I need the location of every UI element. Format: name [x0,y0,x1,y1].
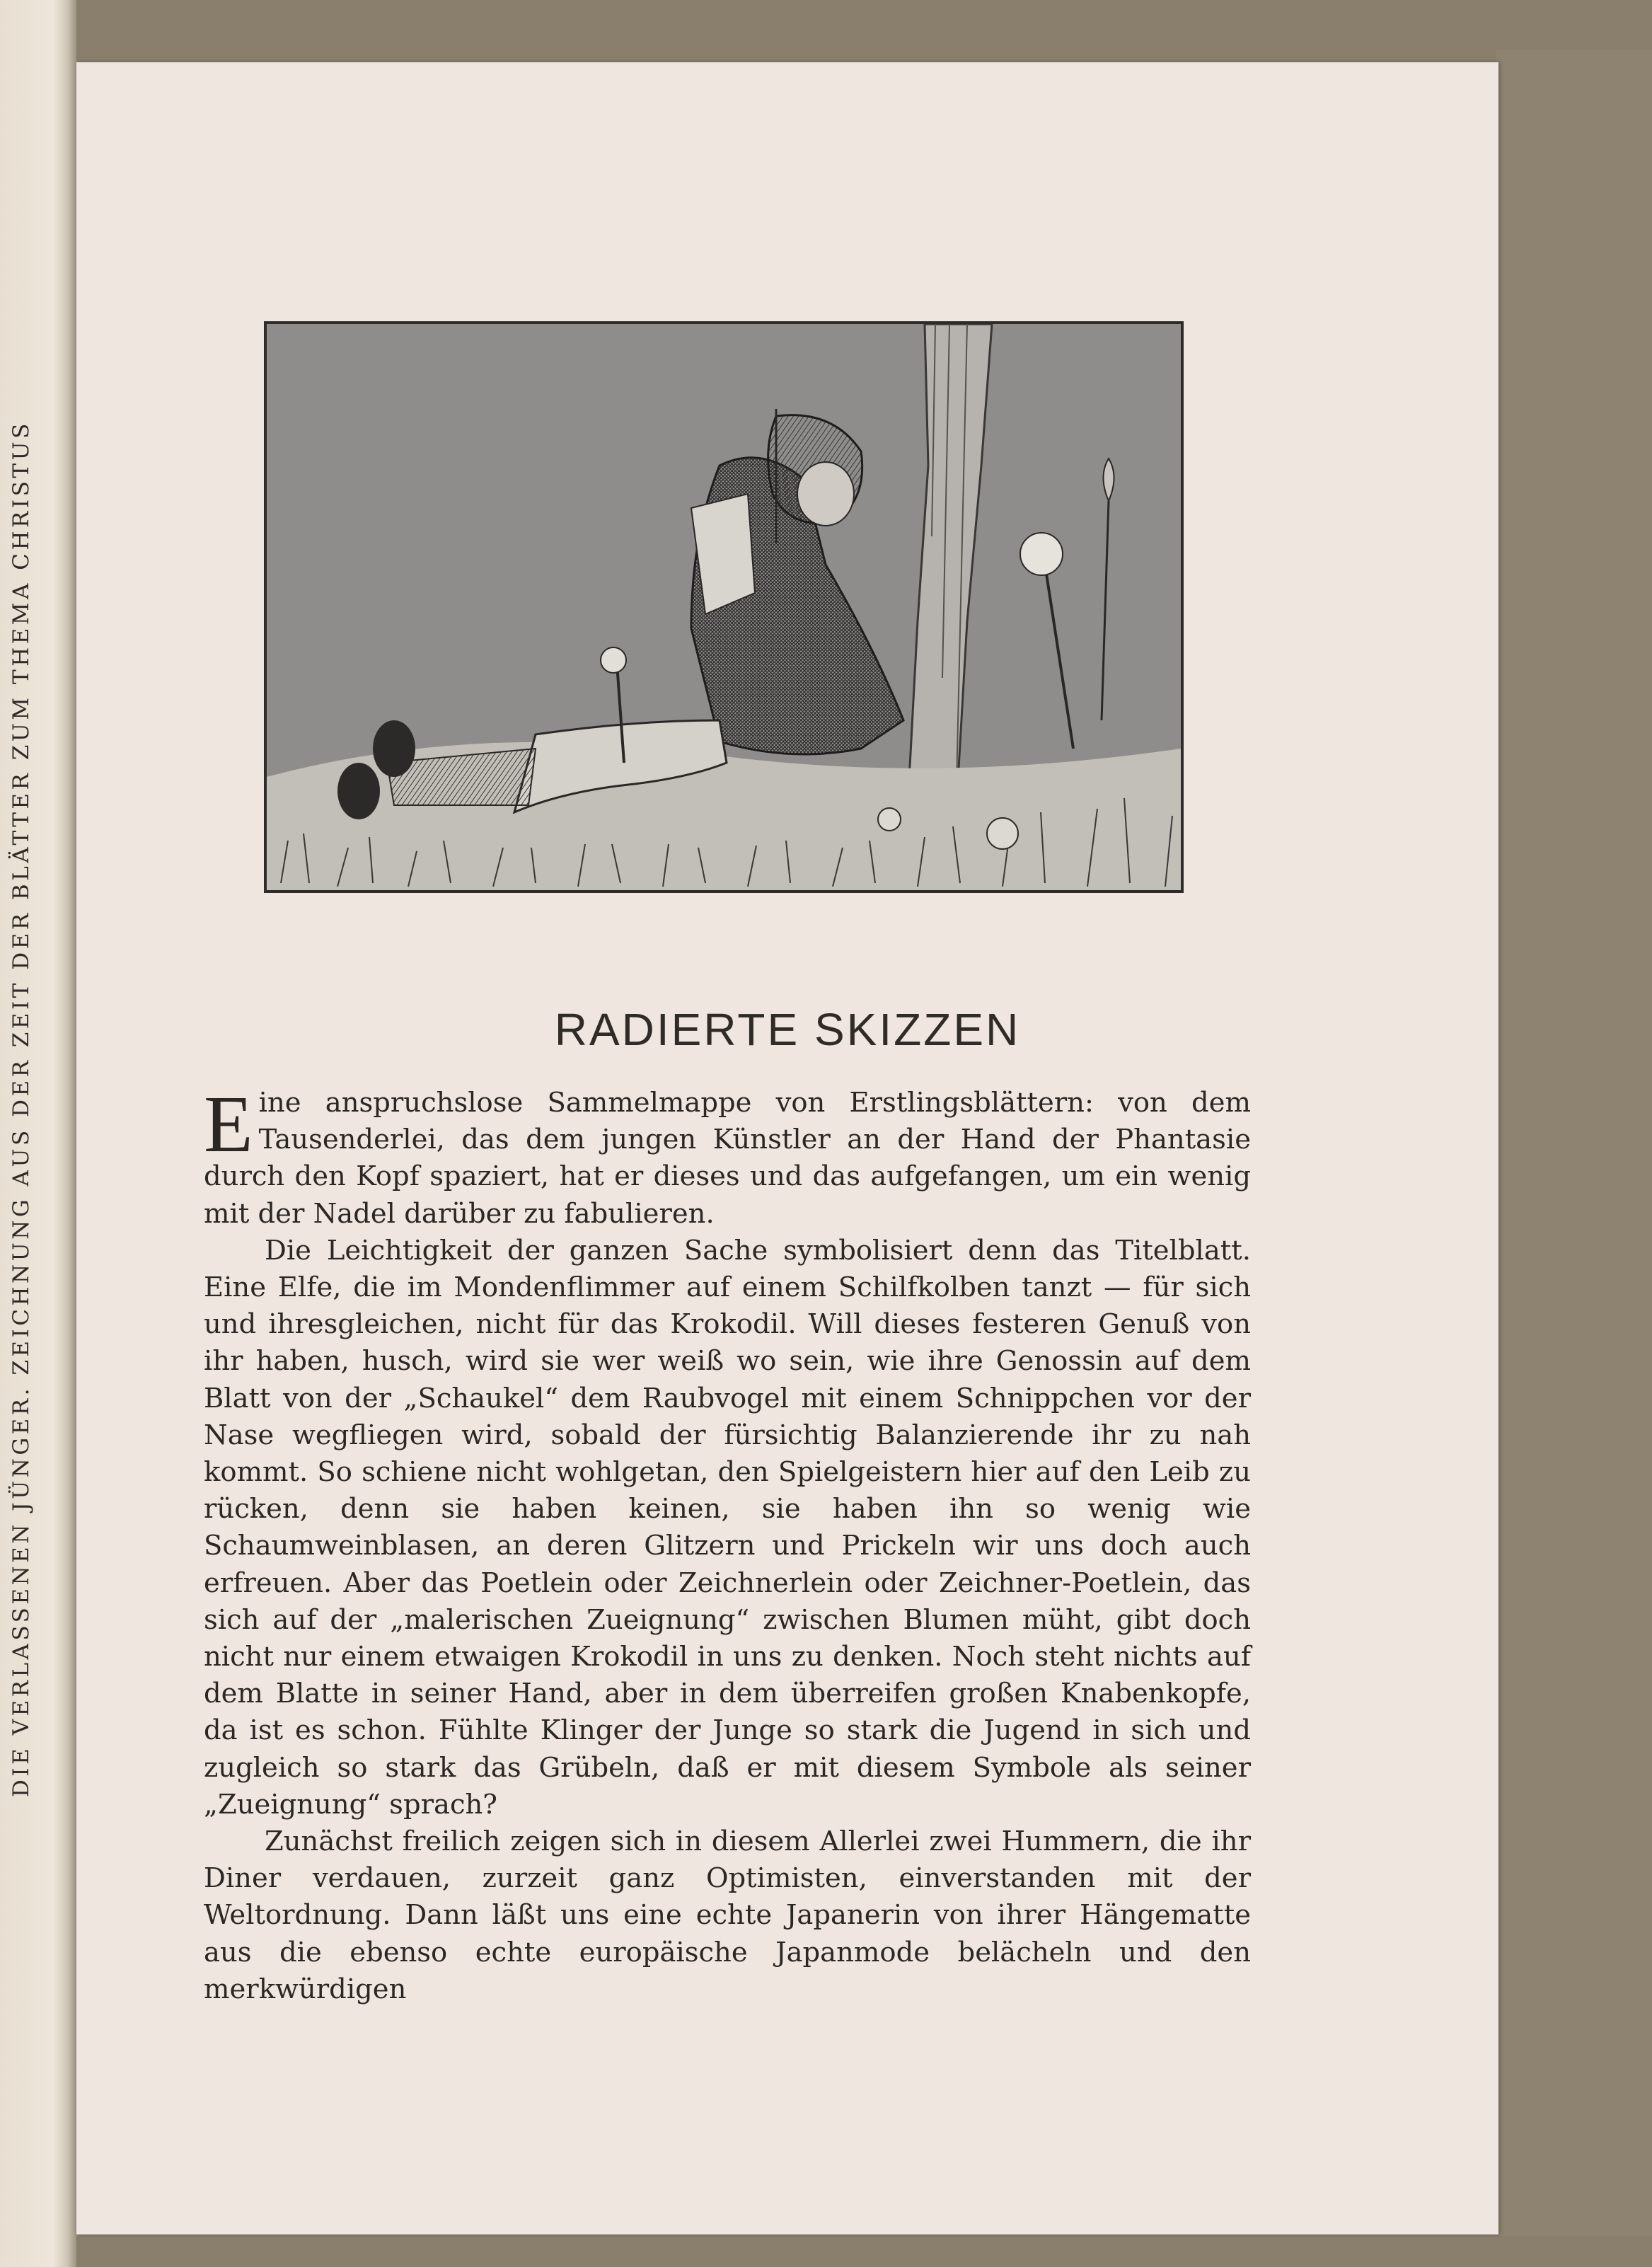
ground-flower [987,818,1018,849]
flower-blossom [1020,533,1063,575]
shoe-left [373,720,415,777]
book-page [76,62,1498,2234]
paragraph-3: Zunächst freilich zeigen sich in diesem Allerlei zwei Hummern, die ihr Diner verdauen, zurzeit ganz Optimisten, einverstanden mit der Weltordnung. Dann läßt uns eine echte Japanerin von ihrer Hängematte aus die ebenso echte europäische Japanmode belächeln und den merkwürdigen [204,1825,1251,2005]
article-body [204,1079,1251,2008]
shoe-right [337,763,380,819]
article-title: RADIERTE SKIZZEN [554,1004,1021,1055]
paragraph-1 [204,1079,1251,1233]
drop-cap: E [204,1079,253,1169]
running-caption: DIE VERLASSENEN JÜNGER. ZEICHNUNG AUS DER ZEIT DER BLÄTTER ZUM THEMA CHRISTUS [8,420,34,1797]
paragraph-1-text: ine anspruchslose Sammelmappe von Erstlingsblättern: von dem Tausenderlei, das dem jungen Künstler an der Hand der Phantasie durch den Kopf spaziert, hat er dieses und das aufgefangen, um ein wenig mit der Nadel darüber zu fabulieren. [204,1087,1251,1230]
facing-page-spine [0,0,76,2267]
etching-illustration [264,321,1184,893]
book-cover-edge [1496,50,1652,2236]
boy-face [797,462,854,526]
paragraph-2: Die Leichtigkeit der ganzen Sache symbolisiert denn das Titelblatt. Eine Elfe, die im Mondenflimmer auf einem Schilfkolben tanzt — für sich und ihresgleichen, nicht für das Krokodil. Will dieses festeren Genuß von ihr haben, husch, wird sie wer weiß wo sein, wie ihre Genossin auf dem Blatt von der „Schaukel“ dem Raubvogel mit einem Schnippchen vor der Nase wegfliegen wird, sobald der fürsichtig Balanzierende ihr zu nah kommt. So schiene nicht wohlgetan, den Spielgeistern hier auf den Leib zu rücken, denn sie haben keinen, sie haben ihn so wenig wie Schaumweinblasen, an deren Glitzern und Prickeln wir uns doch auch erfreuen. Aber das Poetlein oder Zeichnerlein oder Zeichner-Poetlein, das sich auf der „malerischen Zueignung“ zwischen Blumen müht, gibt doch nicht nur einem etwaigen Krokodil in uns zu denken. Noch steht nichts auf dem Blatte in seiner Hand, aber in dem überreifen großen Knabenkopfe, da ist es schon. Fühlte Klinger der Junge so stark die Jugend in sich und zugleich so stark das Grübeln, daß er mit diesem Symbole als seiner „Zueignung“ sprach? [204,1234,1251,1821]
etching-drawing [267,324,1181,890]
small-flower [601,647,626,673]
